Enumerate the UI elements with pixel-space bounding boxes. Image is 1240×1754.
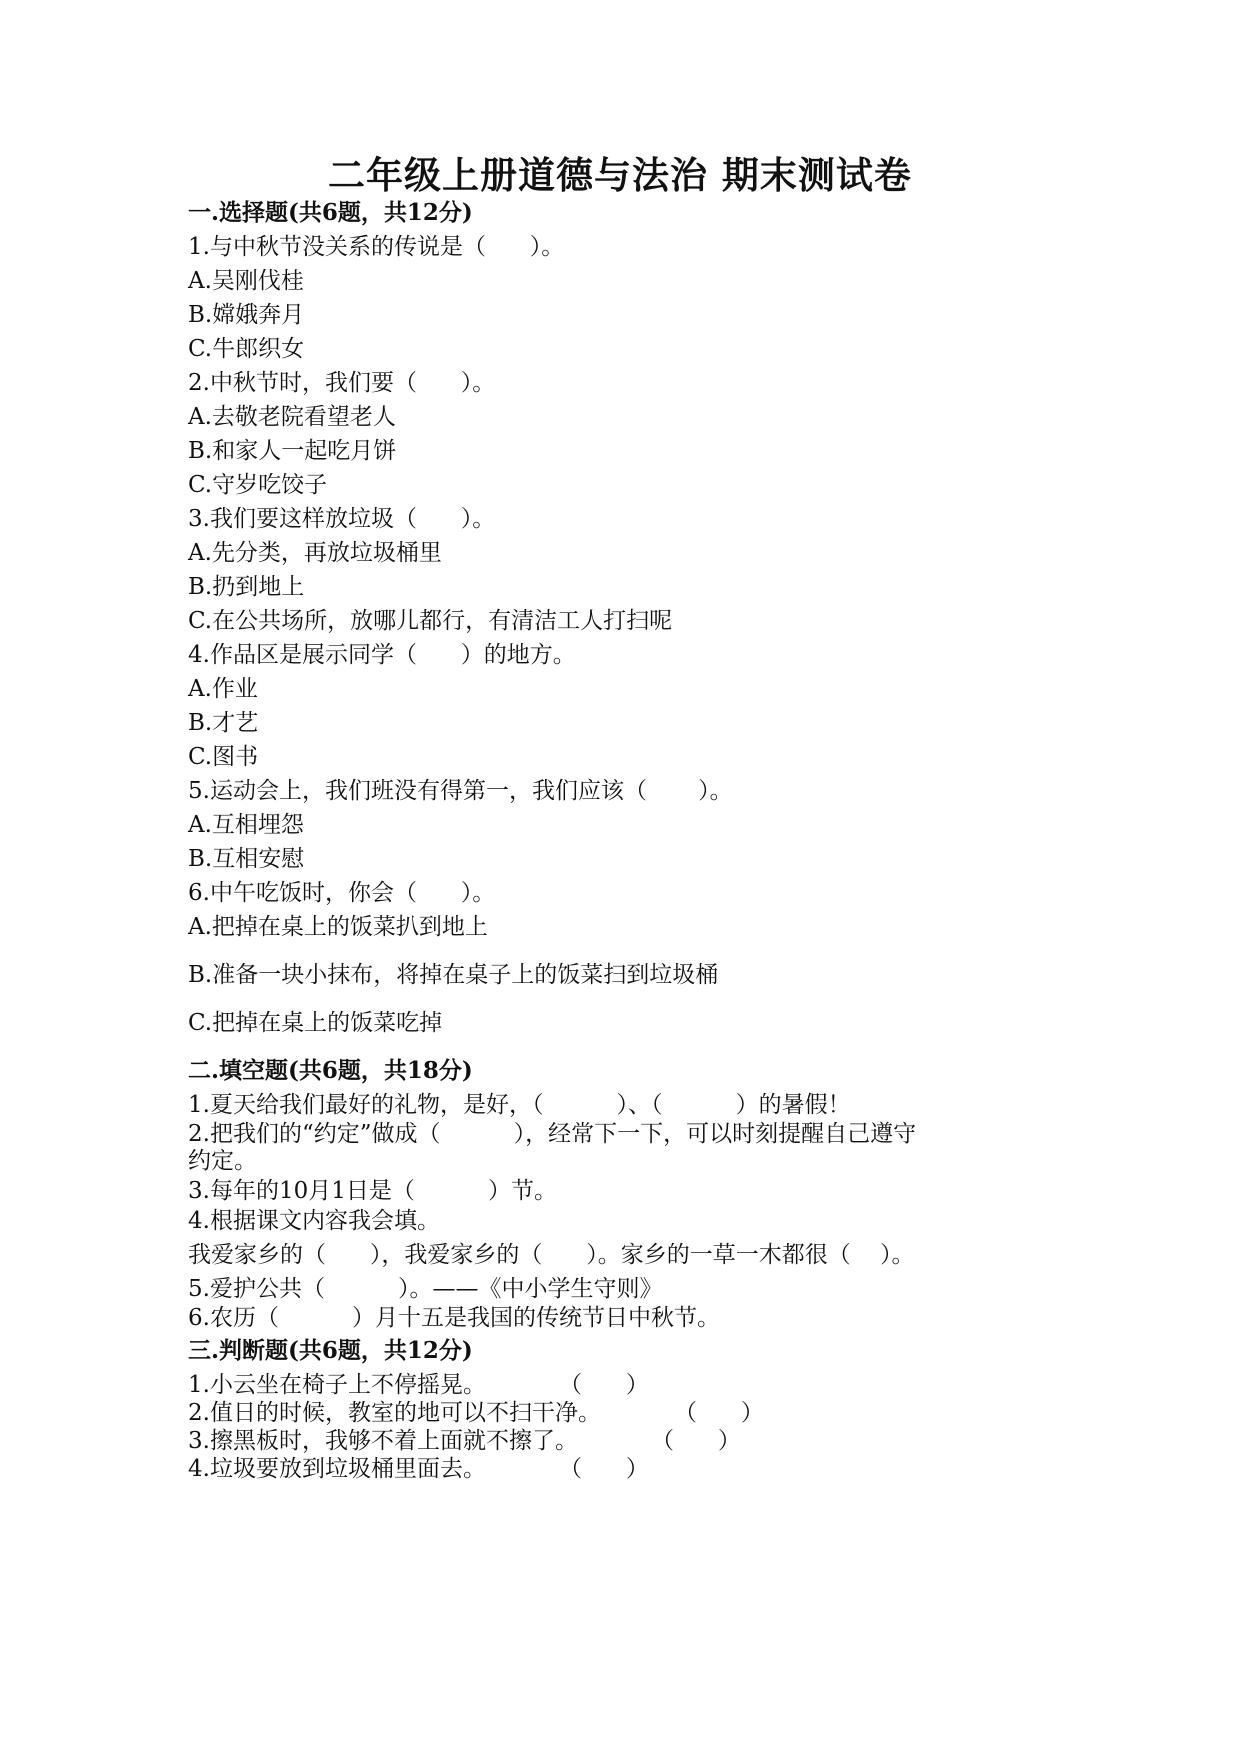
question-line: 4.作品区是展示同学（ ）的地方。 — [188, 642, 576, 668]
question-line: 2.把我们的“约定”做成（ ），经常下一下，可以时刻提醒自己遵守 — [188, 1121, 917, 1147]
option-line: A.吴刚伐桂 — [188, 268, 304, 294]
option-line: B.准备一块小抹布，将掉在桌子上的饭菜扫到垃圾桶 — [188, 962, 719, 988]
question-line: 3.擦黑板时，我够不着上面就不擦了。 （ ） — [188, 1428, 741, 1454]
option-line: A.作业 — [188, 676, 258, 702]
option-line: A.把掉在桌上的饭菜扒到地上 — [188, 914, 488, 940]
option-line: B.嫦娥奔月 — [188, 302, 305, 328]
question-line: 3.我们要这样放垃圾（ ）。 — [188, 506, 496, 532]
option-line: A.去敬老院看望老人 — [188, 404, 396, 430]
option-line: C.牛郎织女 — [188, 336, 305, 362]
option-line: C.守岁吃饺子 — [188, 472, 328, 498]
question-line: 我爱家乡的（ ），我爱家乡的（ ）。家乡的一草一木都很（ ）。 — [188, 1242, 915, 1268]
option-line: B.扔到地上 — [188, 574, 305, 600]
option-line: C.在公共场所，放哪儿都行，有清洁工人打扫呢 — [188, 608, 673, 634]
question-line: 2.值日的时候，教室的地可以不扫干净。 （ ） — [188, 1400, 764, 1426]
section-heading-judge: 三.判断题(共6题，共12分) — [188, 1337, 473, 1364]
exam-title: 二年级上册道德与法治 期末测试卷 — [328, 153, 912, 197]
question-line: 1.小云坐在椅子上不停摇晃。 （ ） — [188, 1372, 649, 1398]
question-line: 5.爱护公共（ ）。——《中小学生守则》 — [188, 1276, 663, 1302]
question-line: 约定。 — [188, 1148, 257, 1174]
question-line: 4.垃圾要放到垃圾桶里面去。 （ ） — [188, 1456, 649, 1482]
question-line: 6.农历（ ）月十五是我国的传统节日中秋节。 — [188, 1305, 721, 1331]
question-line: 4.根据课文内容我会填。 — [188, 1208, 440, 1234]
question-line: 1.夏天给我们最好的礼物，是好，（ ）、（ ）的暑假！ — [188, 1092, 851, 1118]
option-line: A.先分类，再放垃圾桶里 — [188, 540, 442, 566]
option-line: C.把掉在桌上的饭菜吃掉 — [188, 1010, 443, 1036]
option-line: B.才艺 — [188, 710, 259, 736]
section-heading-choice: 一.选择题(共6题，共12分) — [188, 199, 473, 226]
option-line: B.和家人一起吃月饼 — [188, 438, 397, 464]
question-line: 1.与中秋节没关系的传说是（ ）。 — [188, 234, 565, 260]
option-line: A.互相埋怨 — [188, 812, 304, 838]
option-line: C.图书 — [188, 744, 259, 770]
question-line: 6.中午吃饭时，你会（ ）。 — [188, 880, 496, 906]
question-line: 5.运动会上，我们班没有得第一，我们应该（ ）。 — [188, 778, 733, 804]
question-line: 2.中秋节时，我们要（ ）。 — [188, 370, 496, 396]
option-line: B.互相安慰 — [188, 846, 305, 872]
section-heading-fill: 二.填空题(共6题，共18分) — [188, 1057, 473, 1084]
question-line: 3.每年的10月1日是（ ）节。 — [188, 1178, 557, 1204]
